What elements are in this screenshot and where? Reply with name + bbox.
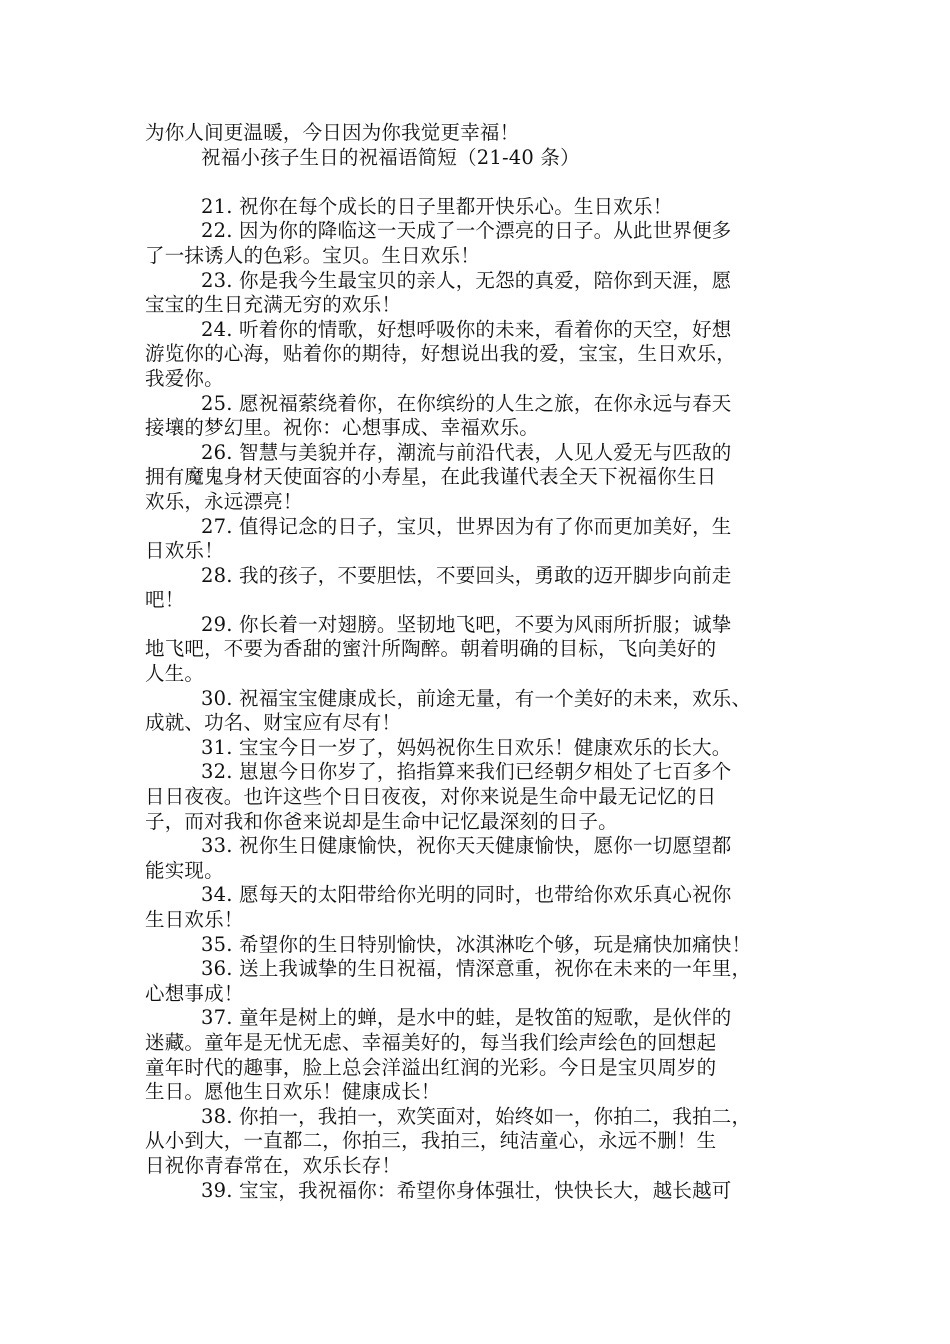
text-line: 生日欢乐！ [145,908,244,931]
text-line: 日日夜夜。也许这些个日日夜夜，对你来说是生命中最无记忆的日 [145,785,717,809]
text-line: 我爱你。 [145,366,224,390]
text-line: 27. 值得记念的日子，宝贝，世界因为有了你而更加美好，生 [201,514,732,538]
text-line: 吧！ [145,588,185,612]
text-line: 了一抹诱人的色彩。宝贝。生日欢乐！ [145,243,480,267]
text-line: 25. 愿祝福萦绕着你，在你缤纷的人生之旅，在你永远与春天 [201,391,732,415]
text-line: 子，而对我和你爸来说却是生命中记忆最深刻的日子。 [145,809,618,833]
text-line: 28. 我的孩子，不要胆怯，不要回头，勇敢的迈开脚步向前走 [201,563,732,587]
text-line: 32. 崽崽今日你岁了，掐指算来我们已经朝夕相处了七百多个 [201,760,732,784]
text-line: 地飞吧，不要为香甜的蜜汁所陶醉。朝着明确的目标，飞向美好的 [145,637,717,661]
document-body [145,121,825,1203]
text-line: 拥有魔鬼身材天使面容的小寿星，在此我谨代表全天下祝福你生日 [145,465,717,489]
text-line: 成就、功名、财宝应有尽有！ [145,711,402,735]
text-line: 26. 智慧与美貌并存，潮流与前沿代表，人见人爱无与匹敌的 [201,440,732,464]
text-line: 为你人间更温暖，今日因为你我觉更幸福！ [145,121,520,144]
text-line: 心想事成！ [145,981,244,1005]
text-line: 35. 希望你的生日特别愉快，冰淇淋吃个够，玩是痛快加痛快！ [201,932,752,956]
text-line: 36. 送上我诚挚的生日祝福，情深意重，祝你在未来的一年里， [201,957,752,981]
text-line: 童年时代的趣事，脸上总会洋溢出红润的光彩。今日是宝贝周岁的 [145,1055,717,1079]
text-line: 21. 祝你在每个成长的日子里都开快乐心。生日欢乐！ [201,194,673,218]
text-line: 24. 听着你的情歌，好想呼吸你的未来，看着你的天空，好想 [201,317,732,341]
text-line: 迷藏。童年是无忧无虑、幸福美好的，每当我们绘声绘色的回想起 [145,1030,717,1054]
text-line: 29. 你长着一对翅膀。坚韧地飞吧，不要为风雨所折服；诚挚 [201,612,732,636]
text-line: 从小到大，一直都二，你拍三，我拍三，纯洁童心，永远不删！生 [145,1129,717,1153]
text-line: 34. 愿每天的太阳带给你光明的同时，也带给你欢乐真心祝你 [201,883,732,907]
text-line: 33. 祝你生日健康愉快，祝你天天健康愉快，愿你一切愿望都 [201,834,732,858]
text-line: 日欢乐！ [145,539,224,563]
text-line: 39. 宝宝，我祝福你：希望你身体强壮，快快长大，越长越可 [201,1178,732,1202]
text-line: 日祝你青春常在，欢乐长存！ [145,1153,402,1177]
text-line: 37. 童年是树上的蝉，是水中的蛙，是牧笛的短歌，是伙伴的 [201,1006,732,1030]
text-line: 38. 你拍一，我拍一，欢笑面对，始终如一，你拍二，我拍二， [201,1104,752,1128]
text-line: 22. 因为你的降临这一天成了一个漂亮的日子。从此世界便多 [201,219,732,243]
text-line: 接壤的梦幻里。祝你：心想事成、幸福欢乐。 [145,416,540,440]
text-line: 23. 你是我今生最宝贝的亲人，无怨的真爱，陪你到天涯，愿 [201,268,732,292]
text-line: 生日。愿他生日欢乐！健康成长！ [145,1080,441,1104]
section-heading: 祝福小孩子生日的祝福语简短（21-40 条） [201,145,580,169]
text-line: 人生。 [145,662,205,686]
text-line: 宝宝的生日充满无穷的欢乐！ [145,293,402,317]
text-line: 30. 祝福宝宝健康成长，前途无量，有一个美好的未来，欢乐、 [201,686,752,710]
text-line: 游览你的心海，贴着你的期待，好想说出我的爱，宝宝，生日欢乐， [145,342,737,366]
text-line: 能实现。 [145,858,224,882]
blank-line [145,170,825,195]
text-line: 欢乐，永远漂亮！ [145,489,303,513]
text-line: 31. 宝宝今日一岁了，妈妈祝你生日欢乐！健康欢乐的长大。 [201,735,732,759]
